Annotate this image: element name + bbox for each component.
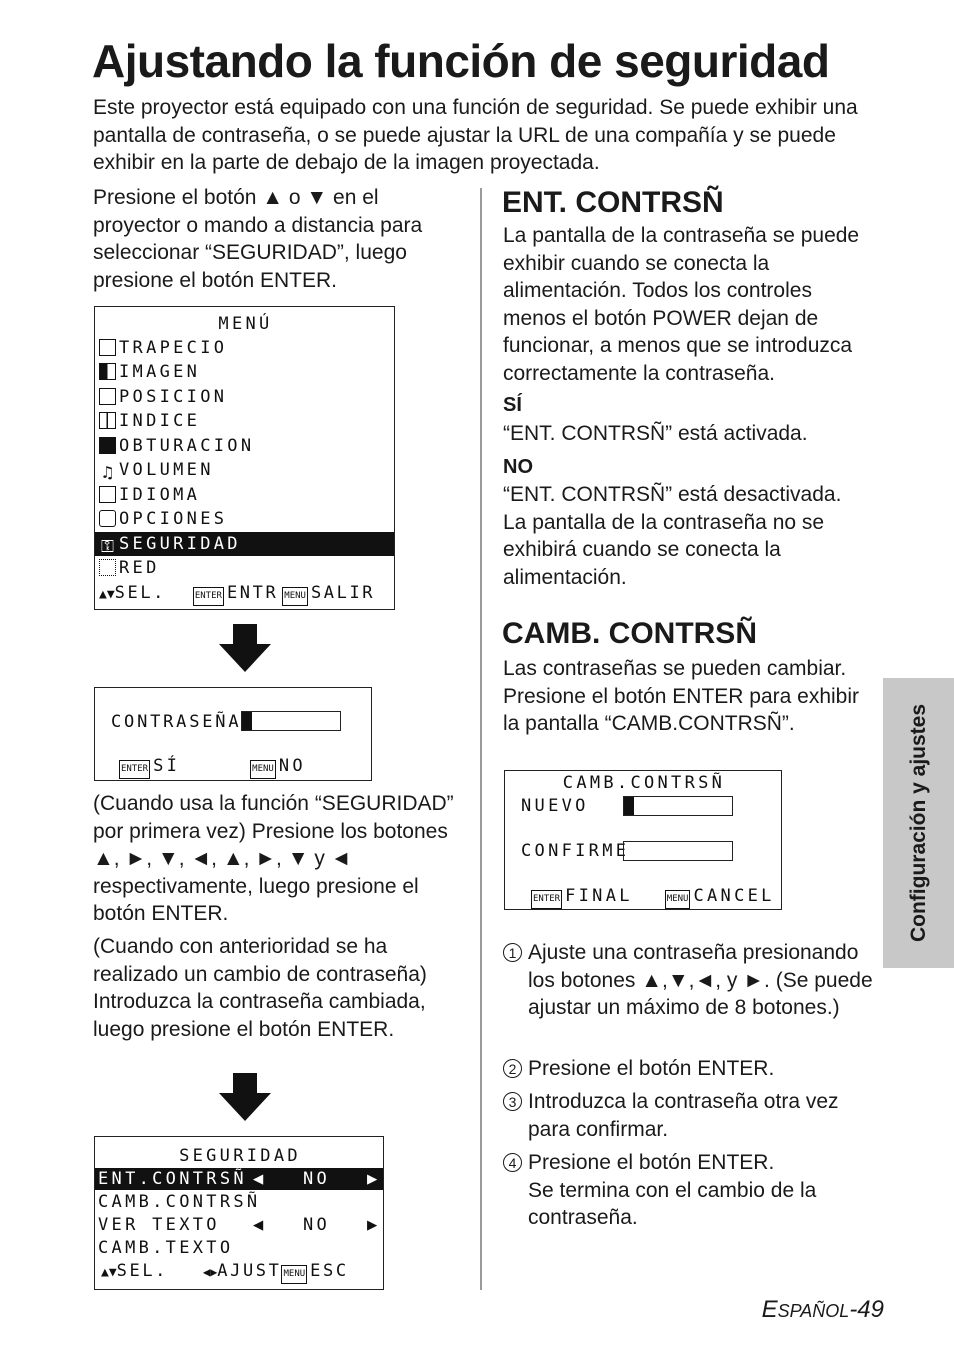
footer-adjust-label: AJUST bbox=[217, 1261, 282, 1281]
password-field bbox=[241, 711, 341, 731]
step-text: Introduzca la contraseña otra vez para confirmar. bbox=[528, 1090, 839, 1141]
footer-sel-label: SEL. bbox=[116, 1261, 168, 1281]
keystone-icon bbox=[99, 339, 116, 356]
shutter-icon bbox=[99, 437, 116, 454]
step-text: Presione el botón ENTER. bbox=[528, 1057, 775, 1080]
footer-page: -49 bbox=[849, 1296, 884, 1323]
section-tab bbox=[883, 678, 954, 968]
menu-key-icon: MENU bbox=[250, 760, 276, 779]
step-subtext: Se termina con el cambio de la contraseña. bbox=[528, 1178, 817, 1229]
footer-esc-label: ESC bbox=[310, 1261, 349, 1281]
ent-contrsn-body: La pantalla de la contraseña se puede exhibir cuando se conecta la alimentación. Todos los controles menos el botón POWER dejan de funcionar, a menos que se introduzca correctamente la contraseña. bbox=[503, 224, 860, 385]
confirm-password-row bbox=[521, 839, 779, 863]
column-divider bbox=[480, 188, 482, 1290]
security-row-ent-contrsn bbox=[95, 1168, 383, 1190]
cancel-label: CANCEL bbox=[693, 886, 775, 906]
up-down-arrow-icon: ▲▼ bbox=[99, 587, 115, 602]
step-4 bbox=[503, 1149, 873, 1232]
menu-item-trapecio bbox=[99, 336, 392, 360]
menu-item-posicion bbox=[99, 385, 392, 409]
footer-exit-label: SALIR bbox=[310, 583, 376, 603]
password-footer bbox=[119, 754, 369, 778]
menu-item-label: OPCIONES bbox=[119, 509, 228, 529]
enter-key-icon: ENTER bbox=[119, 760, 150, 779]
menu-key-icon: MENU bbox=[282, 587, 308, 606]
step-number: 4 bbox=[503, 1153, 522, 1172]
language-icon bbox=[99, 486, 116, 503]
new-password-row bbox=[521, 794, 779, 818]
network-icon bbox=[99, 559, 116, 576]
footer-enter-label: ENTR bbox=[226, 583, 279, 603]
music-note-icon: ♫ bbox=[102, 463, 113, 483]
enter-key-icon: ENTER bbox=[193, 587, 224, 606]
menu-item-idioma bbox=[99, 483, 392, 507]
password-label: CONTRASEÑA bbox=[111, 712, 242, 732]
no-text: “ENT. CONTRSÑ” está desactivada. La pantalla de la contraseña no se exhibirá cuando se conecta la alimentación. bbox=[503, 483, 842, 589]
section-tab-label: Configuración y ajustes bbox=[906, 703, 930, 943]
menu-item-label: OBTURACION bbox=[119, 436, 255, 456]
row-value: NO bbox=[303, 1215, 331, 1235]
step-number: 3 bbox=[503, 1092, 522, 1111]
menu-title: MENÚ bbox=[218, 314, 273, 334]
security-row-camb-contrsn: CAMB.CONTRSÑ bbox=[98, 1192, 261, 1212]
menu-item-indice bbox=[99, 409, 392, 433]
options-icon bbox=[99, 510, 116, 527]
change-password-footer bbox=[531, 884, 779, 908]
row-label: VER TEXTO bbox=[98, 1215, 220, 1235]
security-menu-screen bbox=[94, 1136, 384, 1290]
row-label: ENT.CONTRSÑ bbox=[98, 1169, 247, 1189]
menu-item-red bbox=[99, 556, 392, 580]
left-right-arrow-icon: ◀▶ bbox=[202, 1265, 218, 1279]
change-password-title: CAMB.CONTRSÑ bbox=[562, 773, 726, 793]
no-label: NO bbox=[503, 456, 533, 478]
menu-item-obturacion bbox=[99, 434, 392, 458]
security-menu-title: SEGURIDAD bbox=[179, 1146, 301, 1166]
final-label: FINAL bbox=[565, 886, 633, 906]
camb-contrsn-heading: CAMB. CONTRSÑ bbox=[502, 617, 757, 650]
step-text: Ajuste una contraseña presionando los botones ▲,▼,◄, y ►. (Se puede ajustar un máximo de 8 botones.) bbox=[528, 941, 873, 1019]
menu-item-label: TRAPECIO bbox=[119, 338, 228, 358]
step-2 bbox=[503, 1055, 873, 1083]
row-value: NO bbox=[303, 1169, 331, 1189]
changed-password-note: (Cuando con anterioridad se ha realizado un cambio de contraseña) Introduzca la contraseña cambiada, luego presione el botón ENTER. bbox=[93, 935, 427, 1041]
menu-key-icon: MENU bbox=[665, 890, 691, 909]
confirm-label: CONFIRME bbox=[521, 841, 630, 861]
menu-item-imagen bbox=[99, 360, 392, 384]
menu-instruction: Presione el botón ▲ o ▼ en el proyector o mando a distancia para seleccionar “SEGURIDAD”, luego presione el botón ENTER. bbox=[93, 186, 423, 292]
no-label: NO bbox=[278, 756, 306, 776]
camb-contrsn-body: Las contraseñas se pueden cambiar. Presione el botón ENTER para exhibir la pantalla “CAMB.CONTRSÑ”. bbox=[503, 657, 860, 735]
menu-item-label: SEGURIDAD bbox=[119, 534, 241, 554]
new-password-field bbox=[623, 796, 733, 816]
index-icon bbox=[99, 412, 116, 429]
right-arrow-icon: ▶ bbox=[367, 1169, 378, 1189]
left-arrow-icon: ◀ bbox=[253, 1215, 264, 1235]
step-1 bbox=[503, 939, 873, 1022]
footer-sel-label: SEL. bbox=[114, 583, 166, 603]
password-row bbox=[111, 710, 369, 734]
change-password-screen bbox=[504, 770, 782, 910]
new-label: NUEVO bbox=[521, 796, 589, 816]
menu-item-label: IMAGEN bbox=[119, 362, 201, 382]
down-arrow-icon bbox=[219, 1073, 271, 1121]
menu-item-opciones bbox=[99, 507, 392, 531]
step-number: 1 bbox=[503, 943, 522, 962]
right-arrow-icon: ▶ bbox=[367, 1215, 378, 1235]
ent-contrsn-heading: ENT. CONTRSÑ bbox=[502, 186, 724, 219]
left-arrow-icon: ◀ bbox=[253, 1169, 264, 1189]
si-text: “ENT. CONTRSÑ” está activada. bbox=[503, 422, 808, 445]
menu-item-label: RED bbox=[119, 558, 160, 578]
menu-item-volumen bbox=[99, 458, 392, 482]
menu-item-label: IDIOMA bbox=[119, 485, 201, 505]
footer-language-initial: E bbox=[761, 1296, 778, 1323]
menu-item-label: INDICE bbox=[119, 411, 201, 431]
first-use-note: (Cuando usa la función “SEGURIDAD” por primera vez) Presione los botones ▲, ►, ▼, ◄, ▲, ►, ▼ y ◄ respectivamente, luego presione el botón ENTER. bbox=[93, 792, 454, 925]
menu-item-label: VOLUMEN bbox=[119, 460, 214, 480]
page-title: Ajustando la función de seguridad bbox=[92, 35, 830, 87]
security-row-ver-texto bbox=[98, 1214, 381, 1236]
menu-footer bbox=[99, 581, 392, 605]
menu-item-label: POSICION bbox=[119, 387, 228, 407]
security-row-camb-texto: CAMB.TEXTO bbox=[98, 1238, 234, 1258]
intro-paragraph: Este proyector está equipado con una función de seguridad. Se puede exhibir una pantalla de contraseña, o se puede ajustar la URL de una compañía y se puede exhibir en la parte de debajo de la imagen proyectada. bbox=[93, 96, 858, 174]
security-menu-footer bbox=[101, 1260, 381, 1282]
enter-key-icon: ENTER bbox=[531, 890, 562, 909]
menu-screen bbox=[94, 306, 395, 610]
yes-label: SÍ bbox=[153, 756, 181, 776]
page-number bbox=[762, 1296, 884, 1324]
up-down-arrow-icon: ▲▼ bbox=[101, 1265, 117, 1280]
confirm-password-field bbox=[623, 841, 733, 861]
key-icon: ⚿ bbox=[101, 537, 114, 557]
si-label: SÍ bbox=[503, 394, 522, 416]
password-screen bbox=[94, 687, 372, 781]
step-3 bbox=[503, 1088, 873, 1143]
menu-item-seguridad bbox=[95, 532, 394, 556]
picture-icon bbox=[99, 363, 116, 380]
down-arrow-icon bbox=[219, 624, 271, 672]
footer-language-rest: SPAÑOL bbox=[777, 1301, 850, 1321]
step-number: 2 bbox=[503, 1059, 522, 1078]
step-text: Presione el botón ENTER. bbox=[528, 1151, 775, 1174]
menu-key-icon: MENU bbox=[281, 1265, 307, 1284]
position-icon bbox=[99, 388, 116, 405]
